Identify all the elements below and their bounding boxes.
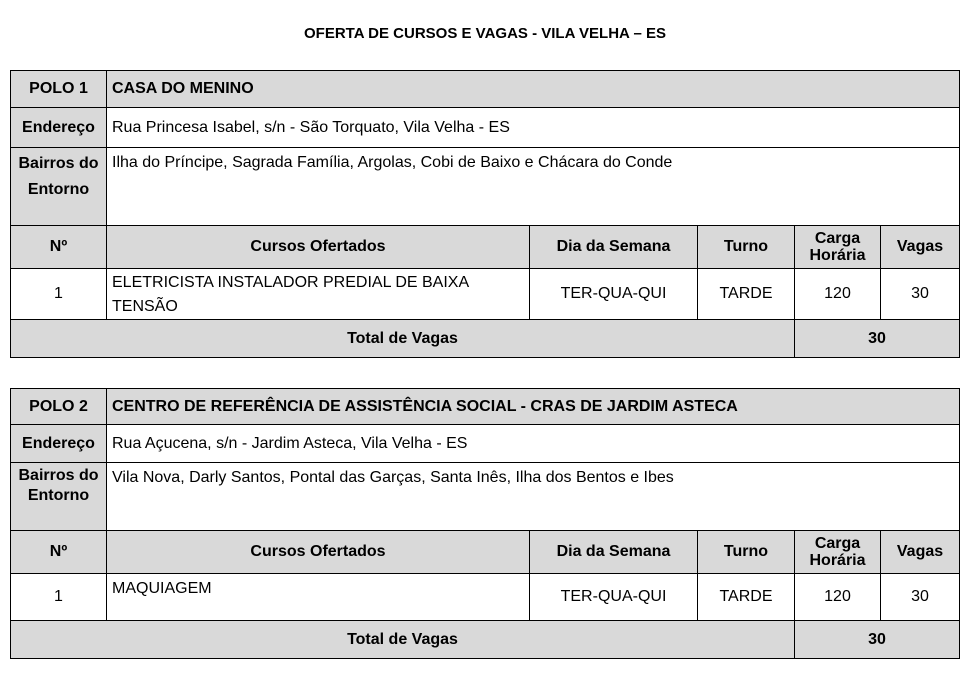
- col-slots-header: Vagas: [881, 226, 960, 269]
- course-slots: 30: [881, 269, 960, 320]
- col-hours-header: Carga Horária: [795, 531, 881, 574]
- col-day-header: Dia da Semana: [530, 226, 698, 269]
- total-row: [11, 320, 960, 358]
- bairros-row: [11, 463, 960, 531]
- col-course-header: Cursos Ofertados: [107, 226, 530, 269]
- course-slots: 30: [881, 574, 960, 621]
- total-label: Total de Vagas: [11, 621, 795, 659]
- course-hours: 120: [795, 269, 881, 320]
- course-shift: TARDE: [698, 574, 795, 621]
- col-shift-header: Turno: [698, 531, 795, 574]
- course-day: TER-QUA-QUI: [530, 574, 698, 621]
- course-name: ELETRICISTA INSTALADOR PREDIAL DE BAIXA TENSÃO: [107, 269, 530, 320]
- address-value: Rua Princesa Isabel, s/n - São Torquato, Vila Velha - ES: [107, 108, 960, 148]
- bairros-value: Vila Nova, Darly Santos, Pontal das Garças, Santa Inês, Ilha dos Bentos e Ibes: [107, 463, 960, 531]
- course-name: MAQUIAGEM: [107, 574, 530, 621]
- course-shift: TARDE: [698, 269, 795, 320]
- col-num-header: Nº: [11, 531, 107, 574]
- table-row: [11, 269, 960, 320]
- course-num: 1: [11, 269, 107, 320]
- address-value: Rua Açucena, s/n - Jardim Asteca, Vila Velha - ES: [107, 425, 960, 463]
- courses-header-row: [11, 226, 960, 269]
- col-course-header: Cursos Ofertados: [107, 531, 530, 574]
- address-row: [11, 108, 960, 148]
- course-day: TER-QUA-QUI: [530, 269, 698, 320]
- total-value: 30: [795, 320, 960, 358]
- bairros-label: Bairros do Entorno: [11, 148, 107, 226]
- bairros-value: Ilha do Príncipe, Sagrada Família, Argolas, Cobi de Baixo e Chácara do Conde: [107, 148, 960, 226]
- polo-name: CASA DO MENINO: [107, 71, 960, 108]
- course-hours: 120: [795, 574, 881, 621]
- polo-header-row: [11, 71, 960, 108]
- course-num: 1: [11, 574, 107, 621]
- total-label: Total de Vagas: [11, 320, 795, 358]
- polo-2-table: [10, 388, 960, 659]
- polo-number: POLO 2: [11, 389, 107, 425]
- page-title: OFERTA DE CURSOS E VAGAS - VILA VELHA – ES: [304, 25, 666, 42]
- col-day-header: Dia da Semana: [530, 531, 698, 574]
- polo-number: POLO 1: [11, 71, 107, 108]
- address-label: Endereço: [11, 108, 107, 148]
- polo-1-table: [10, 70, 960, 358]
- address-row: [11, 425, 960, 463]
- total-row: [11, 621, 960, 659]
- total-value: 30: [795, 621, 960, 659]
- polo-name: CENTRO DE REFERÊNCIA DE ASSISTÊNCIA SOCIAL - CRAS DE JARDIM ASTECA: [107, 389, 960, 425]
- table-row: [11, 574, 960, 621]
- bairros-label: Bairros do Entorno: [11, 463, 107, 531]
- col-slots-header: Vagas: [881, 531, 960, 574]
- col-num-header: Nº: [11, 226, 107, 269]
- courses-header-row: [11, 531, 960, 574]
- address-label: Endereço: [11, 425, 107, 463]
- polo-header-row: [11, 389, 960, 425]
- bairros-row: [11, 148, 960, 226]
- col-hours-header: Carga Horária: [795, 226, 881, 269]
- col-shift-header: Turno: [698, 226, 795, 269]
